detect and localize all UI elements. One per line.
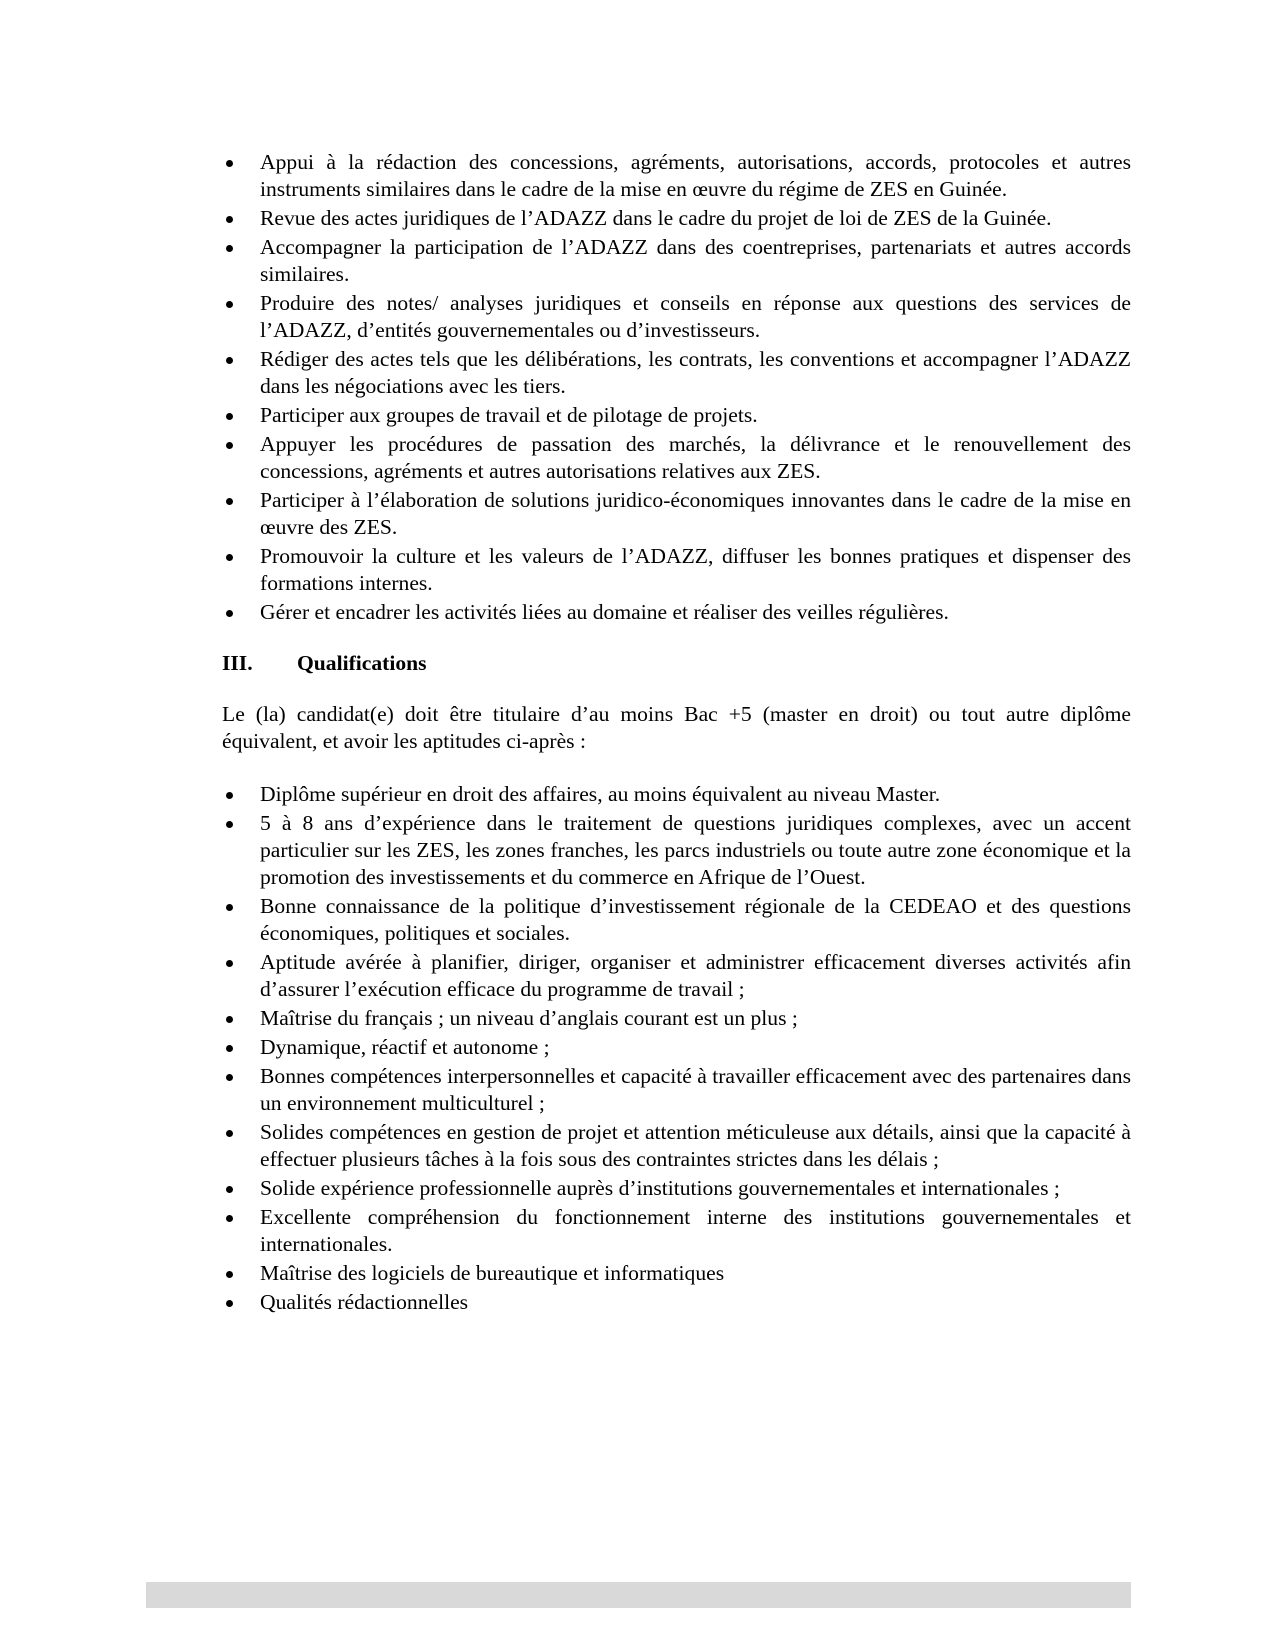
bullet-icon (226, 216, 233, 223)
bullet-icon (226, 610, 233, 617)
section-number: III. (222, 651, 253, 675)
list-item: Revue des actes juridiques de l’ADAZZ dans le cadre du projet de loi de ZES de la Guinée. (222, 205, 1131, 232)
bullet-icon (226, 1045, 233, 1052)
list-item: Diplôme supérieur en droit des affaires, au moins équivalent au niveau Master. (222, 781, 1131, 808)
bullet-icon (226, 1215, 233, 1222)
list-item: Bonne connaissance de la politique d’investissement régionale de la CEDEAO et des questions économiques, politiques et sociales. (222, 893, 1131, 947)
bullet-icon (226, 160, 233, 167)
list-item: Appui à la rédaction des concessions, agréments, autorisations, accords, protocoles et autres instruments similaires dans le cadre de la mise en œuvre du régime de ZES en Guinée. (222, 149, 1131, 203)
bullet-icon (226, 1074, 233, 1081)
list-item: Gérer et encadrer les activités liées au domaine et réaliser des veilles régulières. (222, 599, 1131, 626)
bullet-icon (226, 554, 233, 561)
list-item: Participer à l’élaboration de solutions juridico-économiques innovantes dans le cadre de la mise en œuvre des ZES. (222, 487, 1131, 541)
bullet-icon (226, 1271, 233, 1278)
list-item: Dynamique, réactif et autonome ; (222, 1034, 1131, 1061)
bullet-icon (226, 245, 233, 252)
list-item: Excellente compréhension du fonctionnement interne des institutions gouvernementales et internationales. (222, 1204, 1131, 1258)
list-item: Maîtrise du français ; un niveau d’anglais courant est un plus ; (222, 1005, 1131, 1032)
footer-bar (146, 1582, 1131, 1608)
bullet-icon (226, 792, 233, 799)
bullet-icon (226, 1300, 233, 1307)
bullet-icon (226, 357, 233, 364)
bullet-icon (226, 1016, 233, 1023)
list-item: Produire des notes/ analyses juridiques et conseils en réponse aux questions des services de l’ADAZZ, d’entités gouvernementales ou d’investisseurs. (222, 290, 1131, 344)
list-item: Qualités rédactionnelles (222, 1289, 1131, 1316)
document-page (222, 149, 1131, 1318)
bullet-icon (226, 301, 233, 308)
bullet-icon (226, 904, 233, 911)
list-item: Solides compétences en gestion de projet et attention méticuleuse aux détails, ainsi que la capacité à effectuer plusieurs tâches à la fois sous des contraintes strictes dans les délais ; (222, 1119, 1131, 1173)
qualifications-list (222, 781, 1131, 1316)
bullet-icon (226, 498, 233, 505)
list-item: Promouvoir la culture et les valeurs de l’ADAZZ, diffuser les bonnes pratiques et dispenser des formations internes. (222, 543, 1131, 597)
list-item: Aptitude avérée à planifier, diriger, organiser et administrer efficacement diverses activités afin d’assurer l’exécution efficace du programme de travail ; (222, 949, 1131, 1003)
list-item: Rédiger des actes tels que les délibérations, les contrats, les conventions et accompagner l’ADAZZ dans les négociations avec les tiers. (222, 346, 1131, 400)
list-item: Participer aux groupes de travail et de pilotage de projets. (222, 402, 1131, 429)
list-item: Maîtrise des logiciels de bureautique et informatiques (222, 1260, 1131, 1287)
bullet-icon (226, 442, 233, 449)
bullet-icon (226, 960, 233, 967)
section-heading (222, 650, 1131, 677)
list-item: Accompagner la participation de l’ADAZZ dans des coentreprises, partenariats et autres accords similaires. (222, 234, 1131, 288)
bullet-icon (226, 413, 233, 420)
bullet-icon (226, 1130, 233, 1137)
responsibilities-list (222, 149, 1131, 626)
bullet-icon (226, 1186, 233, 1193)
list-item: 5 à 8 ans d’expérience dans le traitement de questions juridiques complexes, avec un accent particulier sur les ZES, les zones franches, les parcs industriels ou toute autre zone économique et la promotion des investissements et du commerce en Afrique de l’Ouest. (222, 810, 1131, 891)
list-item: Solide expérience professionnelle auprès d’institutions gouvernementales et internationales ; (222, 1175, 1131, 1202)
list-item: Appuyer les procédures de passation des marchés, la délivrance et le renouvellement des concessions, agréments et autres autorisations relatives aux ZES. (222, 431, 1131, 485)
bullet-icon (226, 821, 233, 828)
intro-paragraph: Le (la) candidat(e) doit être titulaire d’au moins Bac +5 (master en droit) ou tout autre diplôme équivalent, et avoir les aptitudes ci-après : (222, 702, 1131, 753)
list-item: Bonnes compétences interpersonnelles et capacité à travailler efficacement avec des partenaires dans un environnement multiculturel ; (222, 1063, 1131, 1117)
section-title: Qualifications (297, 651, 427, 675)
